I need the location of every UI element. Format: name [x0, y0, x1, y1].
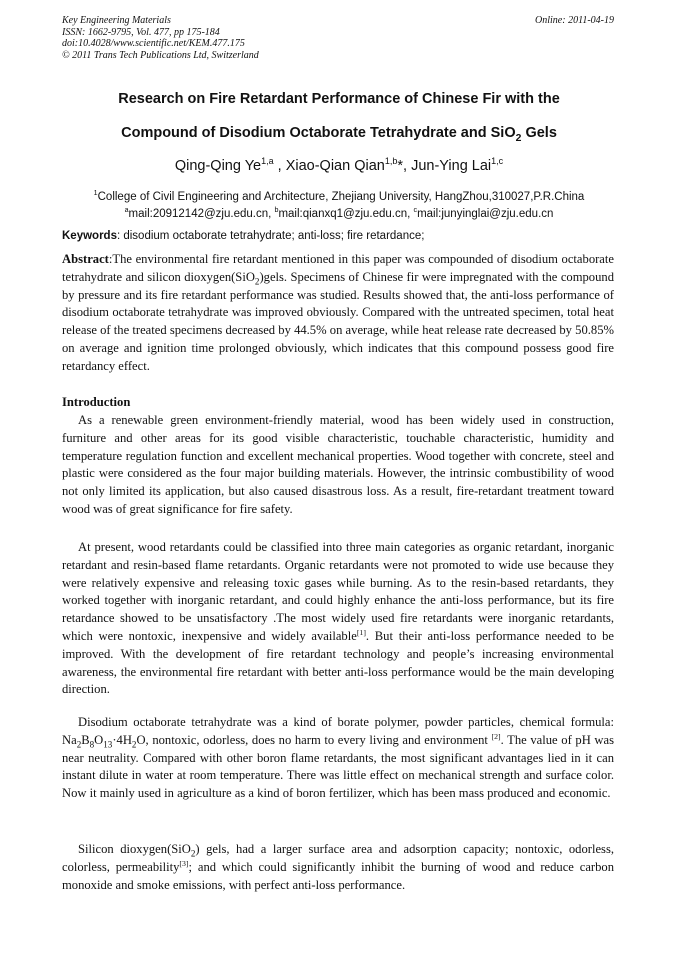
paragraph: As a renewable green environment-friendly material, wood has been widely used in construction, furniture and other areas for its good visible characteristic, touchable characteristic, humidity and temperature regulation function and excellent mechanical properties. Wood together with concrete, steel and plastic were considered as the four major building materials. However, the intrinsic combustibility of wood not only limited its application, but also caused disastrous loss. As a result, fire-retardant treatment toward wood was of great significance for fire safety. — [62, 413, 614, 516]
online-date: Online: 2011-04-19 — [535, 15, 614, 26]
copyright-line: © 2011 Trans Tech Publications Ltd, Switzerland — [62, 49, 259, 61]
email-link[interactable]: mail:junyinglai@zju.edu.cn — [417, 208, 554, 220]
author-emails: $^a$mail:20912142@zju.edu.cn, $^b$mail:qianxq1@zju.edu.cn, $^c$mail:junyinglai@zju.edu.cn — [124, 206, 554, 220]
issn-line: ISSN: 1662-9795, Vol. 477, pp 175-184 — [62, 26, 220, 38]
abstract-label: Abstract — [62, 252, 109, 266]
email-link[interactable]: mail:qianxq1@zju.edu.cn, — [278, 208, 414, 220]
journal-meta — [62, 15, 259, 61]
author-name: Jun-Ying Lai — [411, 158, 492, 174]
paragraph: Silicon dioxygen(SiO$_2$) gels, had a larger surface area and adsorption capacity; nontoxic, odorless, colorless, permeability[3]; and which could significantly inhibit the burning of wood and reduce carbon monoxide and smoke emissions, with perfect anti-loss performance. — [62, 842, 615, 892]
email-link[interactable]: mail:20912142@zju.edu.cn, — [128, 208, 275, 220]
keywords: Keywords: disodium octaborate tetrahydrate; anti-loss; fire retardance; — [62, 230, 425, 242]
affiliation: $^1$College of Civil Engineering and Architecture, Zhejiang University, HangZhou,310027,P.R.China — [93, 189, 585, 203]
citation-ref[interactable]: [1] — [356, 627, 366, 637]
abstract: Abstract:The environmental fire retardant mentioned in this paper was compounded of disodium octaborate tetrahydrate and silicon dioxygen(SiO$_2$)gels. Specimens of Chinese fir were impregnated with the compound by pressure and its fire retardant performance was studied. Results showed that, the anti-loss performance of disodium octaborate tetrahydrate was improved obviously. Compared with the untreated specimen, total heat release of the treated specimens decreased by 44.5% on average, while heat release rate decreased by 50.85% on average and ignition time prolonged obviously, which indicates that this compound possess good fire retardancy effect. — [62, 252, 614, 373]
citation-ref[interactable]: [2] — [491, 731, 501, 741]
citation-ref[interactable]: [3] — [179, 858, 189, 868]
author-name: Qing-Qing Ye — [174, 158, 262, 174]
paper-title-line-1: Research on Fire Retardant Performance of Chinese Fir with the — [118, 91, 560, 107]
doi-line: doi:10.4028/www.scientific.net/KEM.477.175 — [62, 38, 245, 49]
paragraph: At present, wood retardants could be classified into three main categories as organic retardant, inorganic retardant and resin-based flame retardants. Organic retardants were not promoted to wide use because they were relatively expensive and releasing toxic gases while burning. As to the resin-based retardants, they worked together with inorganic retardant, and could highly enhance the anti-loss performance, but its fire retardance showed to be unsatisfactory .The most widely used fire retardants were inorganic retardants, which were nontoxic, inexpensive and widely available[1]. But their anti-loss performance needed to be improved. With the development of fire retardant technology and people’s increasing environmental awareness, the environmental fire retardant with better anti-loss performance would be the main developing direction. — [62, 540, 614, 697]
journal-name: Key Engineering Materials — [62, 15, 171, 26]
paragraph: Disodium octaborate tetrahydrate was a kind of borate polymer, powder particles, chemical formula: $Na_2B_8O_{13}\cdot 4H_2O$, nontoxic, odorless, does no harm to every living and environment [2]. The value of pH was near neutrality. Compared with other boron flame retardants, the most significant advantages lied in it can instant dilute in water at room temperature. There was little effect on mechanical strength and surface color. Now it mainly used in agriculture as a kind of boron fertilizer, which has been mass produced and economic. — [62, 715, 614, 801]
section-heading-introduction: Introduction — [62, 395, 131, 409]
author-name: Xiao-Qian Qian — [285, 158, 385, 174]
paper-title-line-2: Compound of Disodium Octaborate Tetrahydrate and SiO$_2$ Gels — [121, 125, 557, 144]
keywords-label: Keywords — [62, 230, 117, 242]
author-list: Qing-Qing Ye$^{1,a}$ , Xiao-Qian Qian$^{1,b}$*, Jun-Ying Lai$^{1,c}$ — [174, 156, 504, 174]
